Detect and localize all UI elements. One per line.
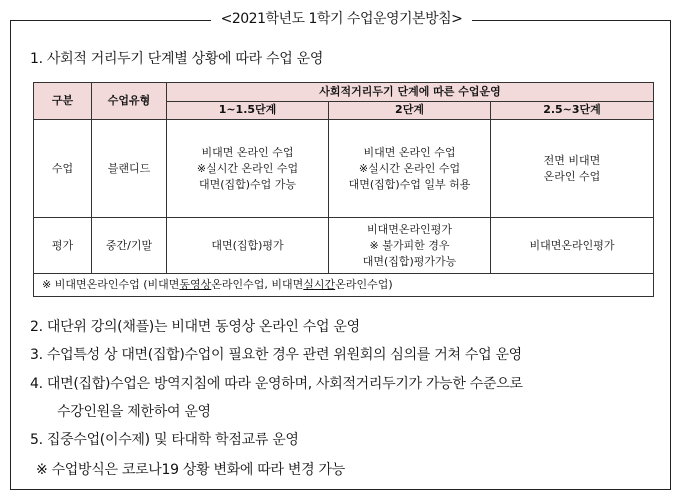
note-suffix: 온라인수업) [335, 278, 393, 292]
note-underline-video: 동영상 [179, 278, 212, 292]
table-note [34, 274, 654, 297]
header-stage-1: 1~1.5단계 [167, 101, 329, 120]
cell-stage-1: 대면(집합)평가 [167, 218, 329, 274]
policy-item-3: 3. 수업특성 상 대면(집합)수업이 필요한 경우 관련 위원회의 심의를 거쳐 수업 운영 [30, 347, 522, 363]
row-division: 수업 [34, 120, 92, 218]
policy-item-5: 5. 집중수업(이수제) 및 타대학 학점교류 운영 [30, 432, 299, 448]
table-row [34, 218, 654, 274]
table-row [34, 120, 654, 218]
policy-item-4-line-1: 4. 대면(집합)수업은 방역지침에 따라 운영하며, 사회적거리두기가 가능한 수준으로 [30, 376, 523, 392]
note-prefix: ※ 비대면온라인수업 (비대면 [42, 278, 180, 292]
operation-table [33, 82, 654, 297]
cell-stage-1: 비대면 온라인 수업 ※실시간 온라인 수업 대면(집합)수업 가능 [167, 120, 329, 218]
header-class-type: 수업유형 [92, 83, 167, 120]
row-type: 중간/기말 [92, 218, 167, 274]
row-division: 평가 [34, 218, 92, 274]
cell-stage-2: 비대면 온라인 수업 ※실시간 온라인 수업 대면(집합)수업 일부 허용 [329, 120, 491, 218]
header-stage-2: 2단계 [329, 101, 491, 120]
header-distancing-group: 사회적거리두기 단계에 따른 수업운영 [167, 83, 654, 102]
header-division: 구분 [34, 83, 92, 120]
row-type: 블랜디드 [92, 120, 167, 218]
policy-item-4-line-2: 수강인원을 제한하여 운영 [57, 404, 211, 420]
note-underline-live: 실시간 [303, 278, 336, 292]
cell-stage-3: 전면 비대면 온라인 수업 [491, 120, 654, 218]
policy-item-1: 1. 사회적 거리두기 단계별 상황에 따라 수업 운영 [30, 51, 324, 67]
cell-stage-3: 비대면온라인평가 [491, 218, 654, 274]
header-stage-3: 2.5~3단계 [491, 101, 654, 120]
cell-stage-2: 비대면온라인평가 ※ 불가피한 경우 대면(집합)평가가능 [329, 218, 491, 274]
policy-item-2: 2. 대단위 강의(채플)는 비대면 동영상 온라인 수업 운영 [30, 319, 360, 335]
note-middle: 온라인수업, 비대면 [211, 278, 304, 292]
document-title: <2021학년도 1학기 수업운영기본방침> [211, 11, 473, 27]
document-title-wrap [0, 8, 683, 28]
footnote: ※ 수업방식은 코로나19 상황 변화에 따라 변경 가능 [36, 462, 345, 478]
